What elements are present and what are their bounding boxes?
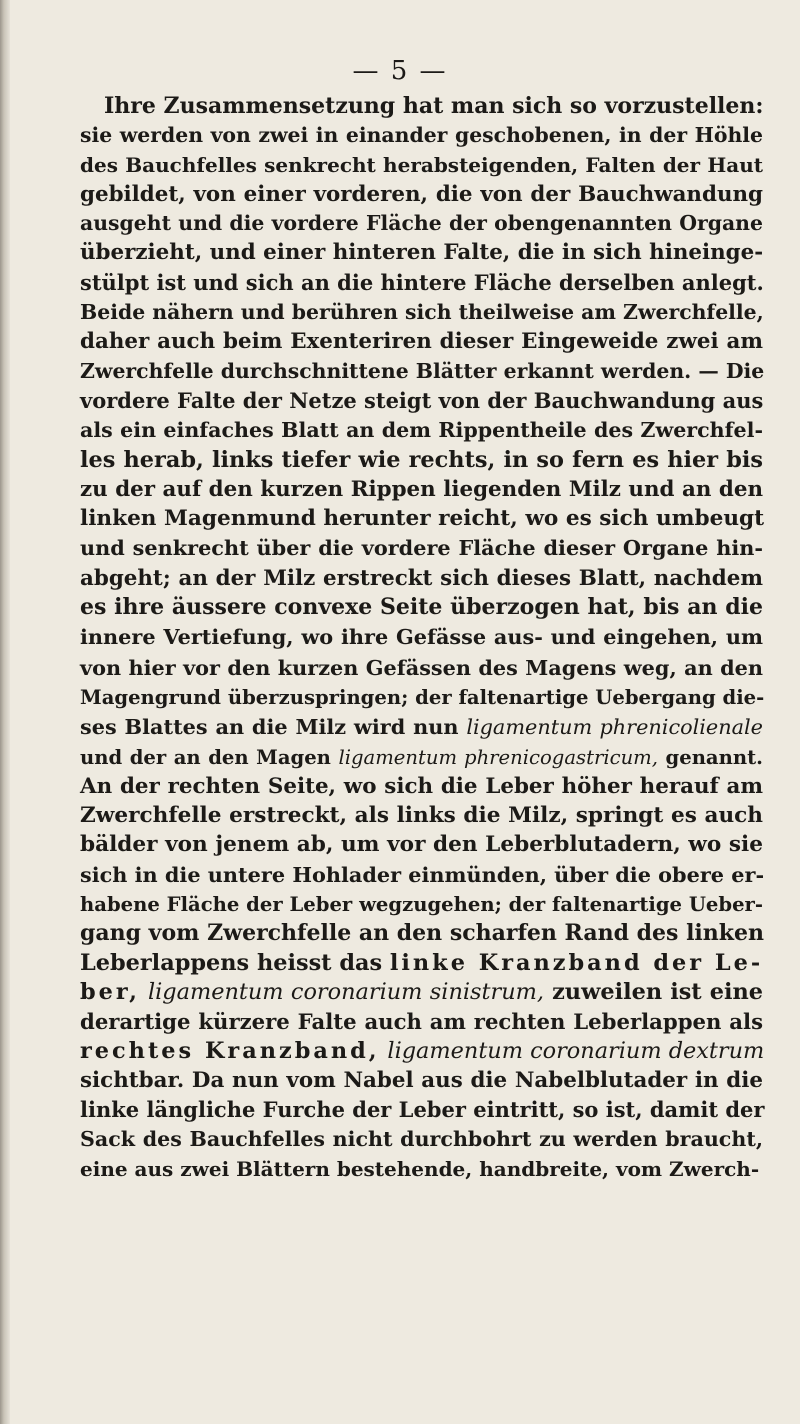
body-text: [80, 92, 763, 1184]
text-line: [80, 1037, 763, 1066]
text-line: [80, 151, 763, 180]
text-run: des Bauchfelles senkrecht herabsteigenden, Falten der Haut: [80, 152, 763, 177]
text-line: [80, 386, 763, 416]
text-run: An der rechten Seite, wo sich die Leber höher herauf am: [80, 773, 763, 799]
text-line: [80, 772, 763, 801]
text-run: es ihre äussere convexe Seite überzogen hat, bis an die: [80, 594, 763, 621]
text-line: [80, 533, 763, 563]
text-line: [80, 712, 763, 742]
text-line: [80, 121, 763, 150]
text-run: sichtbar. Da nun vom Nabel aus die Nabelblutader in die: [80, 1067, 763, 1093]
text-line: [80, 653, 763, 683]
text-line: [80, 801, 763, 830]
text-run: Magengrund überzuspringen; der faltenartige Uebergang die-: [80, 685, 765, 709]
text-line: [80, 949, 763, 978]
text-line: [80, 209, 763, 238]
text-run: derartige kürzere Falte auch am rechten Leberlappen als: [80, 1009, 763, 1035]
text-run: eine aus zwei Blättern bestehende, handbreite, vom Zwerch-: [80, 1156, 760, 1181]
text-line: [80, 357, 763, 386]
text-run: überzieht, und einer hinteren Falte, die in sich hineinge-: [80, 240, 764, 266]
text-line: [80, 238, 763, 267]
text-run: daher auch beim Exenteriren dieser Eingeweide zwei am: [80, 329, 763, 355]
text-run: Zwerchfelle durchschnittene Blätter erkannt werden. — Die: [80, 358, 765, 383]
text-line: [80, 1095, 763, 1125]
text-line: [80, 1155, 763, 1184]
text-run: [140, 979, 148, 1005]
text-line: [80, 1007, 763, 1036]
text-run: habene Fläche der Leber wegzugehen; der faltenartige Ueber-: [80, 893, 763, 917]
text-line: [80, 593, 763, 622]
latin-term: ligamentum phrenicolienale: [466, 715, 763, 740]
text-run: und senkrecht über die vordere Fläche dieser Organe hin-: [80, 535, 763, 561]
text-line: [80, 890, 763, 919]
text-line: [80, 860, 763, 890]
text-run: Sack des Bauchfelles nicht durchbohrt zu werden braucht,: [80, 1127, 763, 1152]
latin-term: ligamentum coronarium dextrum: [387, 1037, 765, 1064]
text-line: [80, 1066, 763, 1095]
text-run: rechtes Kranzband,: [80, 1037, 380, 1064]
text-run: bälder von jenem ab, um vor den Leberblutadern, wo sie: [80, 832, 763, 858]
latin-term: ligamentum phrenicogastricum,: [338, 745, 658, 769]
page-number: — 5 —: [352, 56, 448, 86]
text-run: Zwerchfelle erstreckt, als links die Milz, springt es auch: [80, 803, 763, 829]
text-run: Beide nähern und berühren sich theilweise am Zwerchfelle,: [80, 300, 764, 325]
text-run: und der an den Magen: [80, 745, 339, 769]
text-run: genannt.: [658, 745, 763, 769]
text-run: gebildet, von einer vorderen, die von der Bauchwandung: [80, 181, 763, 207]
text-run: von hier vor den kurzen Gefässen des Magens weg, an den: [80, 654, 763, 680]
text-line: [80, 504, 763, 533]
text-line: [80, 327, 763, 356]
text-line: [80, 830, 763, 859]
text-run: abgeht; an der Milz erstreckt sich dieses Blatt, nachdem: [80, 565, 763, 591]
text-line: [80, 475, 763, 504]
text-line: [80, 919, 763, 948]
text-line: [80, 622, 763, 652]
text-run: zu der auf den kurzen Rippen liegenden Milz und an den: [80, 476, 763, 502]
text-line: [80, 1125, 763, 1154]
text-run: sich in die untere Hohlader einmünden, über die obere er-: [80, 861, 765, 887]
text-run: linke längliche Furche der Leber eintritt, so ist, damit der: [80, 1097, 765, 1123]
text-run: Leberlappens heisst das: [80, 949, 390, 976]
text-line: [80, 564, 763, 593]
text-run: vordere Falte der Netze steigt von der Bauchwandung aus: [80, 387, 764, 413]
text-run: als ein einfaches Blatt an dem Rippentheile des Zwerchfel-: [80, 418, 763, 443]
text-line: [80, 416, 763, 445]
text-run: sie werden von zwei in einander geschobenen, in der Höhle: [80, 123, 763, 148]
page-binding-edge: [0, 0, 10, 1424]
text-line: [80, 446, 763, 475]
text-run: stülpt ist und sich an die hintere Fläche derselben anlegt.: [80, 269, 764, 295]
text-run: les herab, links tiefer wie rechts, in so fern es hier bis: [80, 446, 763, 473]
text-run: Ihre Zusammensetzung hat man sich so vorzustellen:: [104, 93, 764, 119]
text-run: ber,: [80, 978, 140, 1005]
text-run: zuweilen ist eine: [544, 978, 764, 1005]
text-line: [80, 180, 763, 209]
text-line: [80, 743, 763, 772]
text-run: linken Magenmund herunter reicht, wo es sich umbeugt: [80, 506, 765, 532]
text-line: [80, 92, 763, 121]
text-line: [80, 298, 763, 327]
text-run: gang vom Zwerchfelle an den scharfen Rand des linken: [80, 920, 765, 947]
text-run: ses Blattes an die Milz wird nun: [80, 714, 467, 740]
text-run: ausgeht und die vordere Fläche der obengenannten Organe: [80, 211, 763, 236]
text-run: innere Vertiefung, wo ihre Gefässe aus- und eingehen, um: [80, 624, 763, 650]
text-line: [80, 978, 763, 1007]
latin-term: ligamentum coronarium sinistrum,: [147, 978, 544, 1005]
text-line: [80, 268, 763, 298]
text-line: [80, 683, 763, 712]
text-run: linke Kranzband der Le-: [389, 949, 764, 976]
